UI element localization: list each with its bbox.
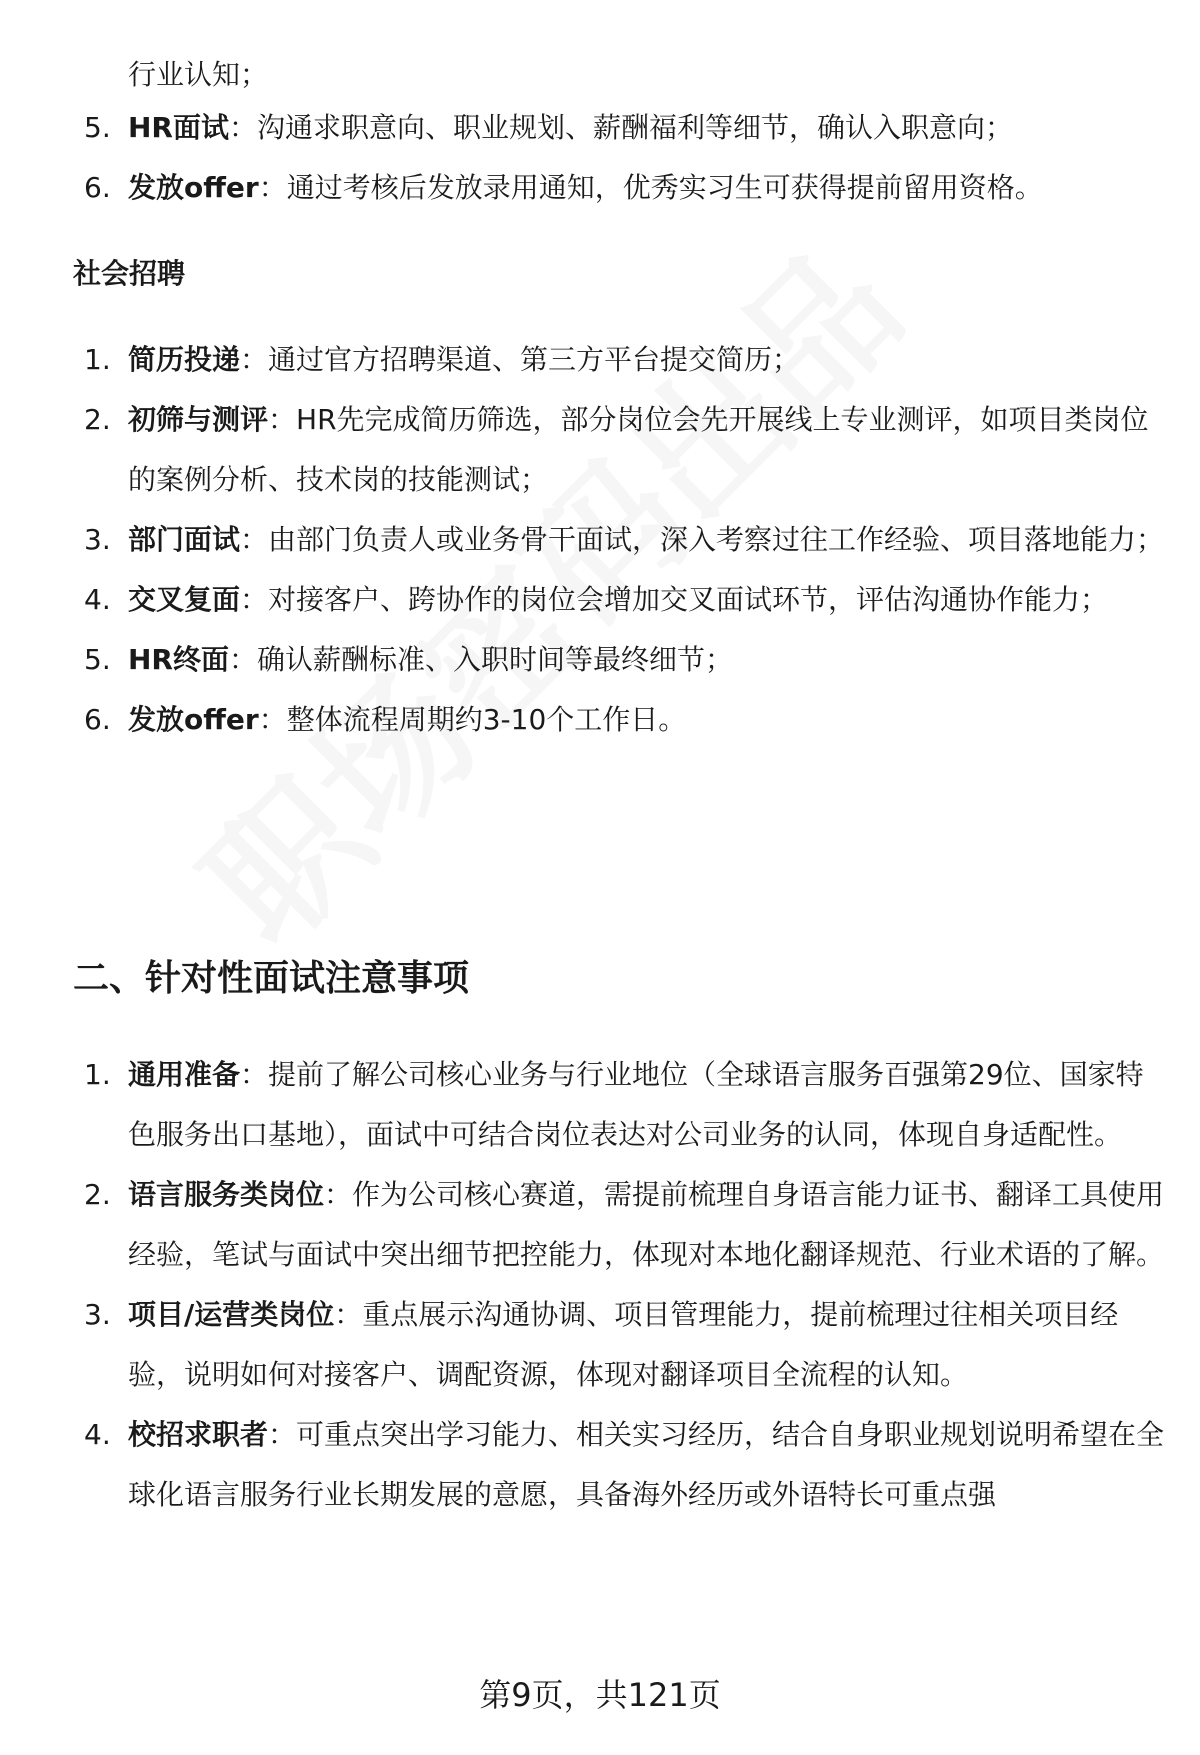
item-number: 6. [84, 171, 111, 204]
item-number: 4. [84, 583, 111, 616]
item-term: 简历投递 [128, 343, 241, 376]
item-text: 由部门负责人或业务骨干面试，深入考察过往工作经验、项目落地能力； [268, 523, 1165, 556]
list-item: 6. 发放offer：整体流程周期约3-10个工作日。 [0, 690, 1168, 750]
list-item: 3. 项目/运营类岗位：重点展示沟通协调、项目管理能力，提前梳理过往相关项目经验，说明如何对接客户、调配资源，体现对翻译项目全流程的认知。 [0, 1285, 1168, 1405]
item-term: 发放offer [128, 703, 259, 736]
item-term: HR终面 [128, 643, 229, 676]
section-heading-interview-tips: 二、针对性面试注意事项 [73, 958, 470, 999]
list-item: 2. 初筛与测评：HR先完成简历筛选，部分岗位会先开展线上专业测评，如项目类岗位的案例分析、技术岗的技能测试； [0, 390, 1168, 510]
list-item: 1. 通用准备：提前了解公司核心业务与行业地位（全球语言服务百强第29位、国家特色服务出口基地），面试中可结合岗位表达对公司业务的认同，体现自身适配性。 [0, 1045, 1168, 1165]
item-term: 初筛与测评 [128, 403, 269, 436]
section-heading-social: 社会招聘 [73, 257, 186, 290]
list-item: 6. 发放offer：通过考核后发放录用通知，优秀实习生可获得提前留用资格。 [0, 158, 1168, 218]
item-number: 1. [84, 343, 111, 376]
item-number: 5. [84, 643, 111, 676]
item-text: HR先完成简历筛选，部分岗位会先开展线上专业测评，如项目类岗位的案例分析、技术岗的技能测试； [128, 403, 1149, 496]
item-term: 项目/运营类岗位 [128, 1298, 335, 1331]
list-item: 3. 部门面试：由部门负责人或业务骨干面试，深入考察过往工作经验、项目落地能力； [0, 510, 1168, 570]
list-item: 5. HR终面：确认薪酬标准、入职时间等最终细节； [0, 630, 1168, 690]
social-process-list [0, 330, 1200, 750]
list-item: 5. HR面试：沟通求职意向、职业规划、薪酬福利等细节，确认入职意向； [0, 98, 1168, 158]
item-number: 5. [84, 111, 111, 144]
item-number: 2. [84, 403, 111, 436]
continued-text: 行业认知； [128, 58, 269, 91]
item-term: 部门面试 [128, 523, 241, 556]
item-text: 通过考核后发放录用通知，优秀实习生可获得提前留用资格。 [286, 171, 1043, 204]
item-number: 4. [84, 1418, 111, 1451]
list-item: 4. 校招求职者：可重点突出学习能力、相关实习经历，结合自身职业规划说明希望在全球化语言服务行业长期发展的意愿，具备海外经历或外语特长可重点强 [0, 1405, 1168, 1525]
list-item: 2. 语言服务类岗位：作为公司核心赛道，需提前梳理自身语言能力证书、翻译工具使用经验，笔试与面试中突出细节把控能力，体现对本地化翻译规范、行业术语的了解。 [0, 1165, 1168, 1285]
item-term: 交叉复面 [128, 583, 241, 616]
item-text: 重点展示沟通协调、项目管理能力，提前梳理过往相关项目经验，说明如何对接客户、调配资源，体现对翻译项目全流程的认知。 [128, 1298, 1119, 1391]
item-text: 通过官方招聘渠道、第三方平台提交简历； [268, 343, 801, 376]
item-text: 沟通求职意向、职业规划、薪酬福利等细节，确认入职意向； [257, 111, 1014, 144]
item-text: 确认薪酬标准、入职时间等最终细节； [257, 643, 734, 676]
item-term: HR面试 [128, 111, 229, 144]
item-text: 对接客户、跨协作的岗位会增加交叉面试环节，评估沟通协作能力； [268, 583, 1109, 616]
interview-tips-list [0, 1045, 1200, 1525]
page-number-footer: 第9页，共121页 [479, 1676, 721, 1714]
list-item: 1. 简历投递：通过官方招聘渠道、第三方平台提交简历； [0, 330, 1168, 390]
item-term: 通用准备 [128, 1058, 241, 1091]
item-term: 语言服务类岗位 [128, 1178, 325, 1211]
item-text: 可重点突出学习能力、相关实习经历，结合自身职业规划说明希望在全球化语言服务行业长期发展的意愿，具备海外经历或外语特长可重点强 [128, 1418, 1165, 1511]
list-item: 4. 交叉复面：对接客户、跨协作的岗位会增加交叉面试环节，评估沟通协作能力； [0, 570, 1168, 630]
campus-process-list [0, 98, 1200, 218]
item-text: 提前了解公司核心业务与行业地位（全球语言服务百强第29位、国家特色服务出口基地），面试中可结合岗位表达对公司业务的认同，体现自身适配性。 [128, 1058, 1144, 1151]
item-number: 3. [84, 1298, 111, 1331]
item-number: 1. [84, 1058, 111, 1091]
item-number: 2. [84, 1178, 111, 1211]
item-number: 6. [84, 703, 111, 736]
item-number: 3. [84, 523, 111, 556]
item-term: 发放offer [128, 171, 259, 204]
item-text: 整体流程周期约3-10个工作日。 [286, 703, 687, 736]
item-term: 校招求职者 [128, 1418, 269, 1451]
item-text: 作为公司核心赛道，需提前梳理自身语言能力证书、翻译工具使用经验，笔试与面试中突出细节把控能力，体现对本地化翻译规范、行业术语的了解。 [128, 1178, 1165, 1271]
